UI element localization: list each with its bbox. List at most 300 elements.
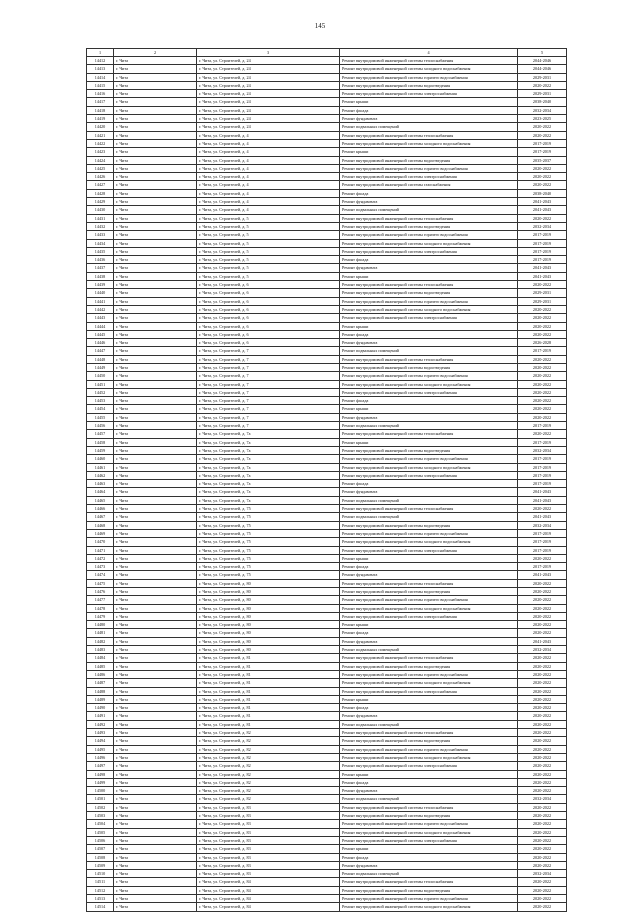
period: 2032-2034 [518, 870, 567, 878]
table-row [87, 637, 567, 645]
period: 2020-2022 [518, 164, 567, 172]
work-type: Ремонт крыши [340, 272, 518, 280]
address: г. Чита, ул. Строителей, д. 75 [197, 546, 340, 554]
address: г. Чита, ул. Строителей, д. 6 [197, 281, 340, 289]
work-type: Ремонт внутридомовой инженерной системы электроснабжения [340, 90, 518, 98]
period: 2020-2022 [518, 704, 567, 712]
period: 2044-2046 [518, 65, 567, 73]
period: 2020-2022 [518, 803, 567, 811]
row-number: 14430 [87, 206, 114, 214]
period: 2020-2022 [518, 596, 567, 604]
period: 2020-2022 [518, 388, 567, 396]
row-number: 14440 [87, 289, 114, 297]
table-row [87, 496, 567, 504]
row-number: 14487 [87, 679, 114, 687]
municipality: г. Чита [114, 496, 197, 504]
row-number: 14499 [87, 778, 114, 786]
municipality: г. Чита [114, 322, 197, 330]
table-row [87, 563, 567, 571]
work-type: Ремонт внутридомовой инженерной системы горячего водоснабжения [340, 670, 518, 678]
municipality: г. Чита [114, 463, 197, 471]
work-type: Ремонт внутридомовой инженерной системы горячего водоснабжения [340, 372, 518, 380]
row-number: 14479 [87, 612, 114, 620]
table-row [87, 198, 567, 206]
row-number: 14467 [87, 513, 114, 521]
table-row [87, 57, 567, 65]
work-type: Ремонт фасада [340, 853, 518, 861]
municipality: г. Чита [114, 662, 197, 670]
period: 2023-2025 [518, 115, 567, 123]
table-row [87, 861, 567, 869]
address: г. Чита, ул. Строителей, д. 81 [197, 654, 340, 662]
address: г. Чита, ул. Строителей, д. 7а [197, 496, 340, 504]
period: 2017-2019 [518, 538, 567, 546]
period: 2020-2022 [518, 812, 567, 820]
period: 2038-2040 [518, 189, 567, 197]
municipality: г. Чита [114, 173, 197, 181]
municipality: г. Чита [114, 612, 197, 620]
work-type: Ремонт крыши [340, 554, 518, 562]
work-type: Ремонт фасада [340, 563, 518, 571]
period: 2020-2022 [518, 355, 567, 363]
table-row [87, 853, 567, 861]
municipality: г. Чита [114, 604, 197, 612]
table-row [87, 446, 567, 454]
period: 2020-2022 [518, 314, 567, 322]
work-type: Ремонт внутридомовой инженерной системы холодного водоснабжения [340, 903, 518, 911]
address: г. Чита, ул. Строителей, д. 81 [197, 695, 340, 703]
work-type: Ремонт внутридомовой инженерной системы горячего водоснабжения [340, 596, 518, 604]
municipality: г. Чита [114, 281, 197, 289]
work-type: Ремонт внутридомовой инженерной системы холодного водоснабжения [340, 604, 518, 612]
table-row [87, 272, 567, 280]
period: 2020-2022 [518, 322, 567, 330]
address: г. Чита, ул. Строителей, д. 7а [197, 430, 340, 438]
row-number: 14448 [87, 355, 114, 363]
row-number: 14418 [87, 106, 114, 114]
period: 2017-2019 [518, 256, 567, 264]
period: 2041-2043 [518, 513, 567, 521]
row-number: 14419 [87, 115, 114, 123]
work-type: Ремонт подвальных помещений [340, 422, 518, 430]
work-type: Ремонт внутридомовой инженерной системы электроснабжения [340, 836, 518, 844]
address: г. Чита, ул. Строителей, д. 83 [197, 845, 340, 853]
table-row [87, 156, 567, 164]
work-type: Ремонт внутридомовой инженерной системы электроснабжения [340, 546, 518, 554]
address: г. Чита, ул. Строителей, д. 4 [197, 198, 340, 206]
row-number: 14446 [87, 339, 114, 347]
period: 2020-2022 [518, 662, 567, 670]
row-number: 14464 [87, 488, 114, 496]
work-type: Ремонт фундамента [340, 787, 518, 795]
municipality: г. Чита [114, 314, 197, 322]
municipality: г. Чита [114, 198, 197, 206]
address: г. Чита, ул. Строителей, д. 82 [197, 737, 340, 745]
municipality: г. Чита [114, 347, 197, 355]
period: 2020-2022 [518, 405, 567, 413]
row-number: 14444 [87, 322, 114, 330]
table-row [87, 164, 567, 172]
work-type: Ремонт внутридомовой инженерной системы теплоснабжения [340, 430, 518, 438]
municipality: г. Чита [114, 339, 197, 347]
table-row [87, 488, 567, 496]
period: 2020-2022 [518, 778, 567, 786]
address: г. Чита, ул. Строителей, д. 24 [197, 65, 340, 73]
row-number: 14498 [87, 770, 114, 778]
table-row [87, 231, 567, 239]
address: г. Чита, ул. Строителей, д. 81 [197, 687, 340, 695]
table-row [87, 98, 567, 106]
address: г. Чита, ул. Строителей, д. 83 [197, 803, 340, 811]
table-row [87, 770, 567, 778]
period: 2020-2022 [518, 679, 567, 687]
municipality: г. Чита [114, 679, 197, 687]
row-number: 14460 [87, 455, 114, 463]
row-number: 14428 [87, 189, 114, 197]
period: 2020-2022 [518, 305, 567, 313]
row-number: 14489 [87, 695, 114, 703]
table-row [87, 753, 567, 761]
municipality: г. Чита [114, 148, 197, 156]
address: г. Чита, ул. Строителей, д. 6 [197, 339, 340, 347]
table-row [87, 480, 567, 488]
period: 2017-2019 [518, 529, 567, 537]
work-type: Ремонт внутридомовой инженерной системы холодного водоснабжения [340, 463, 518, 471]
municipality: г. Чита [114, 712, 197, 720]
row-number: 14431 [87, 214, 114, 222]
row-number: 14472 [87, 554, 114, 562]
work-type: Ремонт внутридомовой инженерной системы водоотведения [340, 446, 518, 454]
period: 2017-2019 [518, 455, 567, 463]
table-row [87, 65, 567, 73]
work-type: Ремонт крыши [340, 148, 518, 156]
municipality: г. Чита [114, 214, 197, 222]
municipality: г. Чита [114, 720, 197, 728]
address: г. Чита, ул. Строителей, д. 5 [197, 214, 340, 222]
municipality: г. Чита [114, 878, 197, 886]
address: г. Чита, ул. Строителей, д. 82 [197, 770, 340, 778]
municipality: г. Чита [114, 737, 197, 745]
period: 2041-2043 [518, 488, 567, 496]
address: г. Чита, ул. Строителей, д. 81 [197, 679, 340, 687]
period: 2020-2022 [518, 173, 567, 181]
table-row [87, 521, 567, 529]
table-row [87, 513, 567, 521]
work-type: Ремонт внутридомовой инженерной системы горячего водоснабжения [340, 820, 518, 828]
table-row [87, 405, 567, 413]
municipality: г. Чита [114, 247, 197, 255]
municipality: г. Чита [114, 646, 197, 654]
column-number: 5 [518, 49, 567, 57]
row-number: 14484 [87, 654, 114, 662]
address: г. Чита, ул. Строителей, д. 80 [197, 629, 340, 637]
row-number: 14468 [87, 521, 114, 529]
municipality: г. Чита [114, 770, 197, 778]
period: 2017-2019 [518, 563, 567, 571]
work-type: Ремонт внутридомовой инженерной системы холодного водоснабжения [340, 380, 518, 388]
row-number: 14441 [87, 297, 114, 305]
row-number: 14457 [87, 430, 114, 438]
row-number: 14417 [87, 98, 114, 106]
row-number: 14508 [87, 853, 114, 861]
row-number: 14510 [87, 870, 114, 878]
row-number: 14432 [87, 222, 114, 230]
work-type: Ремонт фундамента [340, 339, 518, 347]
work-type: Ремонт крыши [340, 438, 518, 446]
row-number: 14480 [87, 621, 114, 629]
period: 2020-2022 [518, 372, 567, 380]
address: г. Чита, ул. Строителей, д. 24 [197, 98, 340, 106]
row-number: 14458 [87, 438, 114, 446]
municipality: г. Чита [114, 81, 197, 89]
work-type: Ремонт крыши [340, 405, 518, 413]
address: г. Чита, ул. Строителей, д. 5 [197, 231, 340, 239]
municipality: г. Чита [114, 164, 197, 172]
row-number: 14451 [87, 380, 114, 388]
table-row [87, 596, 567, 604]
work-type: Ремонт фундамента [340, 571, 518, 579]
address: г. Чита, ул. Строителей, д. 83 [197, 812, 340, 820]
address: г. Чита, ул. Строителей, д. 7 [197, 413, 340, 421]
municipality: г. Чита [114, 753, 197, 761]
table-row [87, 463, 567, 471]
period: 2020-2022 [518, 181, 567, 189]
period: 2020-2022 [518, 745, 567, 753]
address: г. Чита, ул. Строителей, д. 82 [197, 745, 340, 753]
period: 2020-2022 [518, 894, 567, 902]
address: г. Чита, ул. Строителей, д. 80 [197, 637, 340, 645]
work-type: Ремонт внутридомовой инженерной системы водоотведения [340, 662, 518, 670]
municipality: г. Чита [114, 189, 197, 197]
table-row [87, 720, 567, 728]
municipality: г. Чита [114, 446, 197, 454]
work-type: Ремонт крыши [340, 98, 518, 106]
municipality: г. Чита [114, 98, 197, 106]
table-row [87, 745, 567, 753]
work-type: Ремонт внутридомовой инженерной системы электроснабжения [340, 314, 518, 322]
municipality: г. Чита [114, 471, 197, 479]
column-number-row [87, 49, 567, 57]
period: 2041-2043 [518, 198, 567, 206]
address: г. Чита, ул. Строителей, д. 84 [197, 894, 340, 902]
table-row [87, 388, 567, 396]
work-type: Ремонт подвальных помещений [340, 646, 518, 654]
row-number: 14416 [87, 90, 114, 98]
municipality: г. Чита [114, 778, 197, 786]
address: г. Чита, ул. Строителей, д. 24 [197, 57, 340, 65]
address: г. Чита, ул. Строителей, д. 81 [197, 712, 340, 720]
municipality: г. Чита [114, 546, 197, 554]
address: г. Чита, ул. Строителей, д. 7 [197, 372, 340, 380]
address: г. Чита, ул. Строителей, д. 6 [197, 305, 340, 313]
municipality: г. Чита [114, 554, 197, 562]
municipality: г. Чита [114, 115, 197, 123]
row-number: 14514 [87, 903, 114, 911]
row-number: 14471 [87, 546, 114, 554]
address: г. Чита, ул. Строителей, д. 7 [197, 405, 340, 413]
row-number: 14436 [87, 256, 114, 264]
period: 2020-2022 [518, 131, 567, 139]
row-number: 14429 [87, 198, 114, 206]
address: г. Чита, ул. Строителей, д. 6 [197, 297, 340, 305]
work-type: Ремонт фасада [340, 480, 518, 488]
row-number: 14509 [87, 861, 114, 869]
work-type: Ремонт подвальных помещений [340, 123, 518, 131]
row-number: 14493 [87, 729, 114, 737]
address: г. Чита, ул. Строителей, д. 75 [197, 563, 340, 571]
table-row [87, 646, 567, 654]
table-row [87, 380, 567, 388]
table-row [87, 139, 567, 147]
address: г. Чита, ул. Строителей, д. 75 [197, 538, 340, 546]
row-number: 14426 [87, 173, 114, 181]
municipality: г. Чита [114, 405, 197, 413]
table-row [87, 679, 567, 687]
row-number: 14485 [87, 662, 114, 670]
row-number: 14433 [87, 231, 114, 239]
municipality: г. Чита [114, 297, 197, 305]
table-row [87, 173, 567, 181]
work-type: Ремонт фасада [340, 397, 518, 405]
municipality: г. Чита [114, 156, 197, 164]
row-number: 14443 [87, 314, 114, 322]
municipality: г. Чита [114, 131, 197, 139]
work-type: Ремонт внутридомовой инженерной системы водоотведения [340, 289, 518, 297]
municipality: г. Чита [114, 513, 197, 521]
row-number: 14447 [87, 347, 114, 355]
address: г. Чита, ул. Строителей, д. 7 [197, 380, 340, 388]
table-row [87, 886, 567, 894]
row-number: 14492 [87, 720, 114, 728]
work-type: Ремонт внутридомовой инженерной системы водоотведения [340, 156, 518, 164]
work-type: Ремонт внутридомовой инженерной системы водоотведения [340, 222, 518, 230]
work-type: Ремонт подвальных помещений [340, 795, 518, 803]
work-type: Ремонт фасада [340, 778, 518, 786]
address: г. Чита, ул. Строителей, д. 75 [197, 505, 340, 513]
row-number: 14470 [87, 538, 114, 546]
municipality: г. Чита [114, 256, 197, 264]
period: 2020-2022 [518, 363, 567, 371]
row-number: 14461 [87, 463, 114, 471]
work-type: Ремонт внутридомовой инженерной системы водоотведения [340, 886, 518, 894]
row-number: 14477 [87, 596, 114, 604]
row-number: 14506 [87, 836, 114, 844]
row-number: 14445 [87, 330, 114, 338]
row-number: 14478 [87, 604, 114, 612]
period: 2020-2022 [518, 820, 567, 828]
table-row [87, 372, 567, 380]
municipality: г. Чита [114, 820, 197, 828]
municipality: г. Чита [114, 305, 197, 313]
table-row [87, 588, 567, 596]
municipality: г. Чита [114, 430, 197, 438]
municipality: г. Чита [114, 529, 197, 537]
table-row [87, 836, 567, 844]
table-row [87, 505, 567, 513]
period: 2020-2022 [518, 861, 567, 869]
municipality: г. Чита [114, 861, 197, 869]
column-number: 3 [197, 49, 340, 57]
municipality: г. Чита [114, 57, 197, 65]
municipality: г. Чита [114, 90, 197, 98]
table-row [87, 214, 567, 222]
table-row [87, 264, 567, 272]
row-number: 14463 [87, 480, 114, 488]
table-row [87, 538, 567, 546]
work-type: Ремонт внутридомовой инженерной системы электроснабжения [340, 173, 518, 181]
address: г. Чита, ул. Строителей, д. 84 [197, 886, 340, 894]
municipality: г. Чита [114, 272, 197, 280]
address: г. Чита, ул. Строителей, д. 83 [197, 836, 340, 844]
work-type: Ремонт внутридомовой инженерной системы водоотведения [340, 588, 518, 596]
period: 2032-2034 [518, 222, 567, 230]
work-type: Ремонт внутридомовой инженерной системы электроснабжения [340, 471, 518, 479]
address: г. Чита, ул. Строителей, д. 7а [197, 463, 340, 471]
period: 2020-2022 [518, 836, 567, 844]
work-type: Ремонт внутридомовой инженерной системы водоотведения [340, 737, 518, 745]
row-number: 14452 [87, 388, 114, 396]
row-number: 14420 [87, 123, 114, 131]
table-row [87, 612, 567, 620]
period: 2032-2034 [518, 795, 567, 803]
period: 2017-2019 [518, 148, 567, 156]
municipality: г. Чита [114, 73, 197, 81]
row-number: 14466 [87, 505, 114, 513]
period: 2020-2022 [518, 81, 567, 89]
municipality: г. Чита [114, 870, 197, 878]
address: г. Чита, ул. Строителей, д. 7а [197, 480, 340, 488]
period: 2020-2022 [518, 214, 567, 222]
repair-schedule-table [86, 48, 567, 912]
row-number: 14495 [87, 745, 114, 753]
municipality: г. Чита [114, 488, 197, 496]
table-row [87, 430, 567, 438]
address: г. Чита, ул. Строителей, д. 82 [197, 729, 340, 737]
table-row [87, 820, 567, 828]
address: г. Чита, ул. Строителей, д. 4 [197, 173, 340, 181]
table-row [87, 189, 567, 197]
address: г. Чита, ул. Строителей, д. 7 [197, 397, 340, 405]
municipality: г. Чита [114, 106, 197, 114]
work-type: Ремонт внутридомовой инженерной системы холодного водоснабжения [340, 65, 518, 73]
work-type: Ремонт внутридомовой инженерной системы теплоснабжения [340, 57, 518, 65]
row-number: 14483 [87, 646, 114, 654]
table-row [87, 322, 567, 330]
table-row [87, 115, 567, 123]
table-row [87, 554, 567, 562]
work-type: Ремонт фасада [340, 330, 518, 338]
row-number: 14502 [87, 803, 114, 811]
row-number: 14497 [87, 762, 114, 770]
row-number: 14412 [87, 57, 114, 65]
work-type: Ремонт подвальных помещений [340, 720, 518, 728]
municipality: г. Чита [114, 355, 197, 363]
address: г. Чита, ул. Строителей, д. 7а [197, 446, 340, 454]
work-type: Ремонт внутридомовой инженерной системы горячего водоснабжения [340, 529, 518, 537]
address: г. Чита, ул. Строителей, д. 7а [197, 488, 340, 496]
table-row [87, 347, 567, 355]
table-row [87, 845, 567, 853]
table-row [87, 131, 567, 139]
row-number: 14422 [87, 139, 114, 147]
row-number: 14512 [87, 886, 114, 894]
work-type: Ремонт внутридомовой инженерной системы теплоснабжения [340, 355, 518, 363]
address: г. Чита, ул. Строителей, д. 6 [197, 322, 340, 330]
address: г. Чита, ул. Строителей, д. 82 [197, 778, 340, 786]
municipality: г. Чита [114, 380, 197, 388]
row-number: 14455 [87, 413, 114, 421]
table-row [87, 256, 567, 264]
